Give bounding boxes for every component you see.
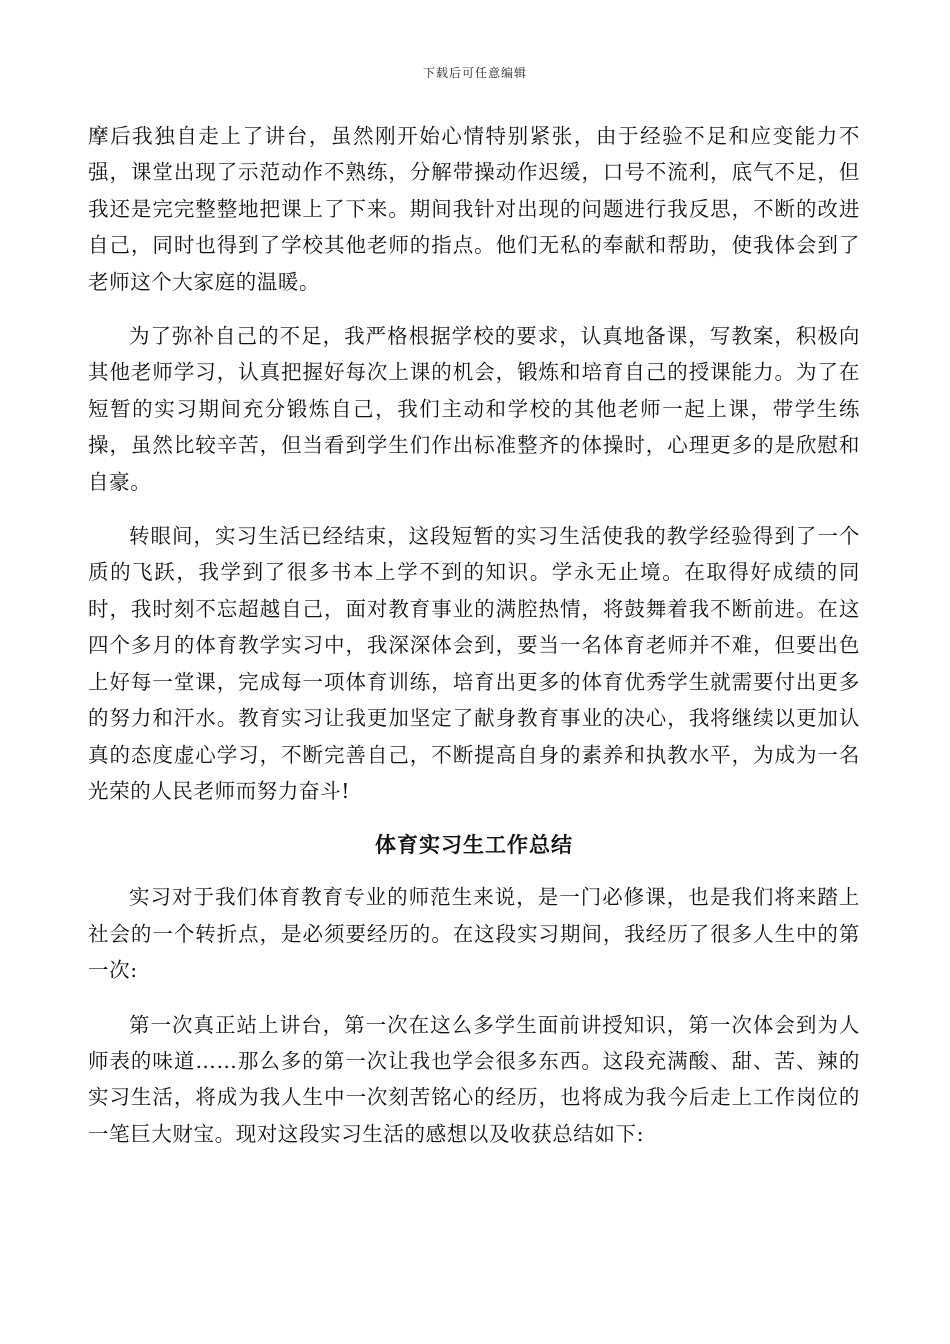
- document-body: [88, 118, 860, 1152]
- section-title: 体育实习生工作总结: [375, 832, 573, 858]
- page-header: 下载后可任意编辑: [422, 66, 527, 80]
- paragraph: 第一次真正站上讲台，第一次在这么多学生面前讲授知识，第一次体会到为人师表的味道……那么多的第一次让我也学会很多东西。这段充满酸、甜、苦、辣的实习生活，将成为我人生中一次刻苦铭心的经历，也将成为我今后走上工作岗位的一笔巨大财宝。现对这段实习生活的感想以及收获总结如下:: [88, 1012, 860, 1146]
- paragraph: 转眼间，实习生活已经结束，这段短暂的实习生活使我的教学经验得到了一个质的飞跃，我学到了很多书本上学不到的知识。学永无止境。在取得好成绩的同时，我时刻不忘超越自己，面对教育事业的满腔热情，将鼓舞着我不断前进。在这四个多月的体育教学实习中，我深深体会到，要当一名体育老师并不难，但要出色上好每一堂课，完成每一项体育训练，培育出更多的体育优秀学生就需要付出更多的努力和汗水。教育实习让我更加坚定了献身教育事业的决心，我将继续以更加认真的态度虚心学习，不断完善自己，不断提高自身的素养和执教水平，为成为一名光荣的人民老师而努力奋斗!: [88, 524, 860, 803]
- paragraph-continuation: 摩后我独自走上了讲台，虽然刚开始心情特别紧张，由于经验不足和应变能力不强，课堂出现了示范动作不熟练，分解带操动作迟缓，口号不流利，底气不足，但我还是完完整整地把课上了下来。期间我针对出现的问题进行我反思，不断的改进自己，同时也得到了学校其他老师的指点。他们无私的奉献和帮助，使我体会到了老师这个大家庭的温暖。: [88, 124, 860, 294]
- paragraph: 实习对于我们体育教育专业的师范生来说，是一门必修课，也是我们将来踏上社会的一个转折点，是必须要经历的。在这段实习期间，我经历了很多人生中的第一次:: [88, 885, 860, 983]
- paragraph: 为了弥补自己的不足，我严格根据学校的要求，认真地备课，写教案，积极向其他老师学习，认真把握好每次上课的机会，锻炼和培育自己的授课能力。为了在短暂的实习期间充分锻炼自己，我们主动和学校的其他老师一起上课，带学生练操，虽然比较辛苦，但当看到学生们作出标准整齐的体操时，心理更多的是欣慰和自豪。: [88, 324, 860, 494]
